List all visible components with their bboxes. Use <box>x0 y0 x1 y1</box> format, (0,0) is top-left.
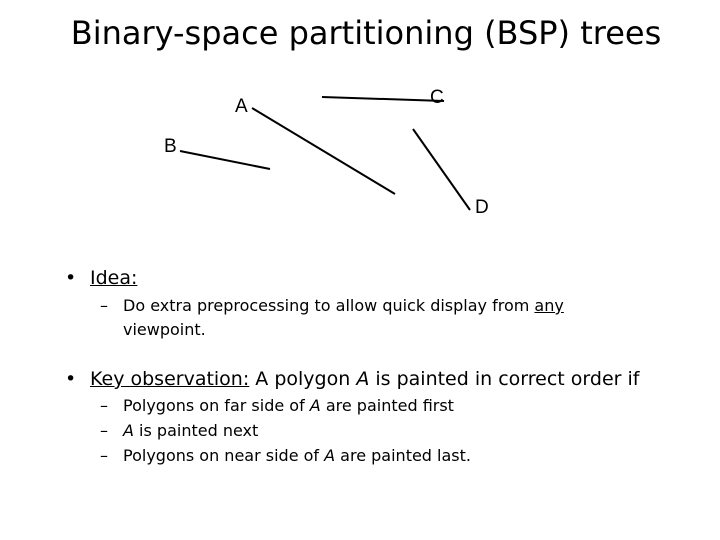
bullet-key-text-pre: A polygon <box>249 368 357 390</box>
segment-a <box>252 108 395 194</box>
label-c: C <box>430 87 444 108</box>
label-d: D <box>475 197 489 218</box>
sub-key-1 <box>123 394 454 418</box>
label-a: A <box>235 96 248 117</box>
sub-idea-1-line2: viewpoint. <box>123 320 206 339</box>
bullet-dot-2: • <box>65 368 77 390</box>
sub-dash-4: – <box>100 446 108 465</box>
sub-idea-1 <box>123 294 564 342</box>
bullet-key-lead: Key observation: <box>90 368 250 390</box>
sub-key-1-pre: Polygons on far side of <box>123 396 310 415</box>
segment-b <box>180 151 270 169</box>
sub-key-3-pre: Polygons on near side of <box>123 446 325 465</box>
sub-key-3 <box>123 444 471 468</box>
sub-key-1-post: are painted first <box>320 396 454 415</box>
segment-c <box>322 97 444 101</box>
bullet-dot-1: • <box>65 267 77 289</box>
segment-d <box>413 129 470 210</box>
sub-dash-3: – <box>100 421 108 440</box>
bsp-diagram <box>0 0 720 260</box>
bullet-key-text-post: is painted in correct order if <box>369 368 640 390</box>
sub-key-3-post: are painted last. <box>335 446 471 465</box>
bullet-key-observation <box>90 368 639 390</box>
bullet-key-italic: A <box>356 368 370 390</box>
slide-title: Binary-space partitioning (BSP) trees <box>70 14 662 52</box>
sub-key-2 <box>123 419 258 443</box>
label-b: B <box>164 136 177 157</box>
bullet-idea <box>90 267 137 289</box>
sub-key-2-italic: A <box>123 421 134 440</box>
sub-idea-1-emph: any <box>534 296 564 315</box>
sub-key-3-italic: A <box>324 446 336 465</box>
sub-key-1-italic: A <box>309 396 321 415</box>
bullet-idea-lead: Idea: <box>90 267 138 289</box>
sub-key-2-post: is painted next <box>133 421 259 440</box>
sub-dash-2: – <box>100 396 108 415</box>
sub-idea-1-text: Do extra preprocessing to allow quick display from <box>123 296 535 315</box>
sub-dash-1: – <box>100 296 108 315</box>
